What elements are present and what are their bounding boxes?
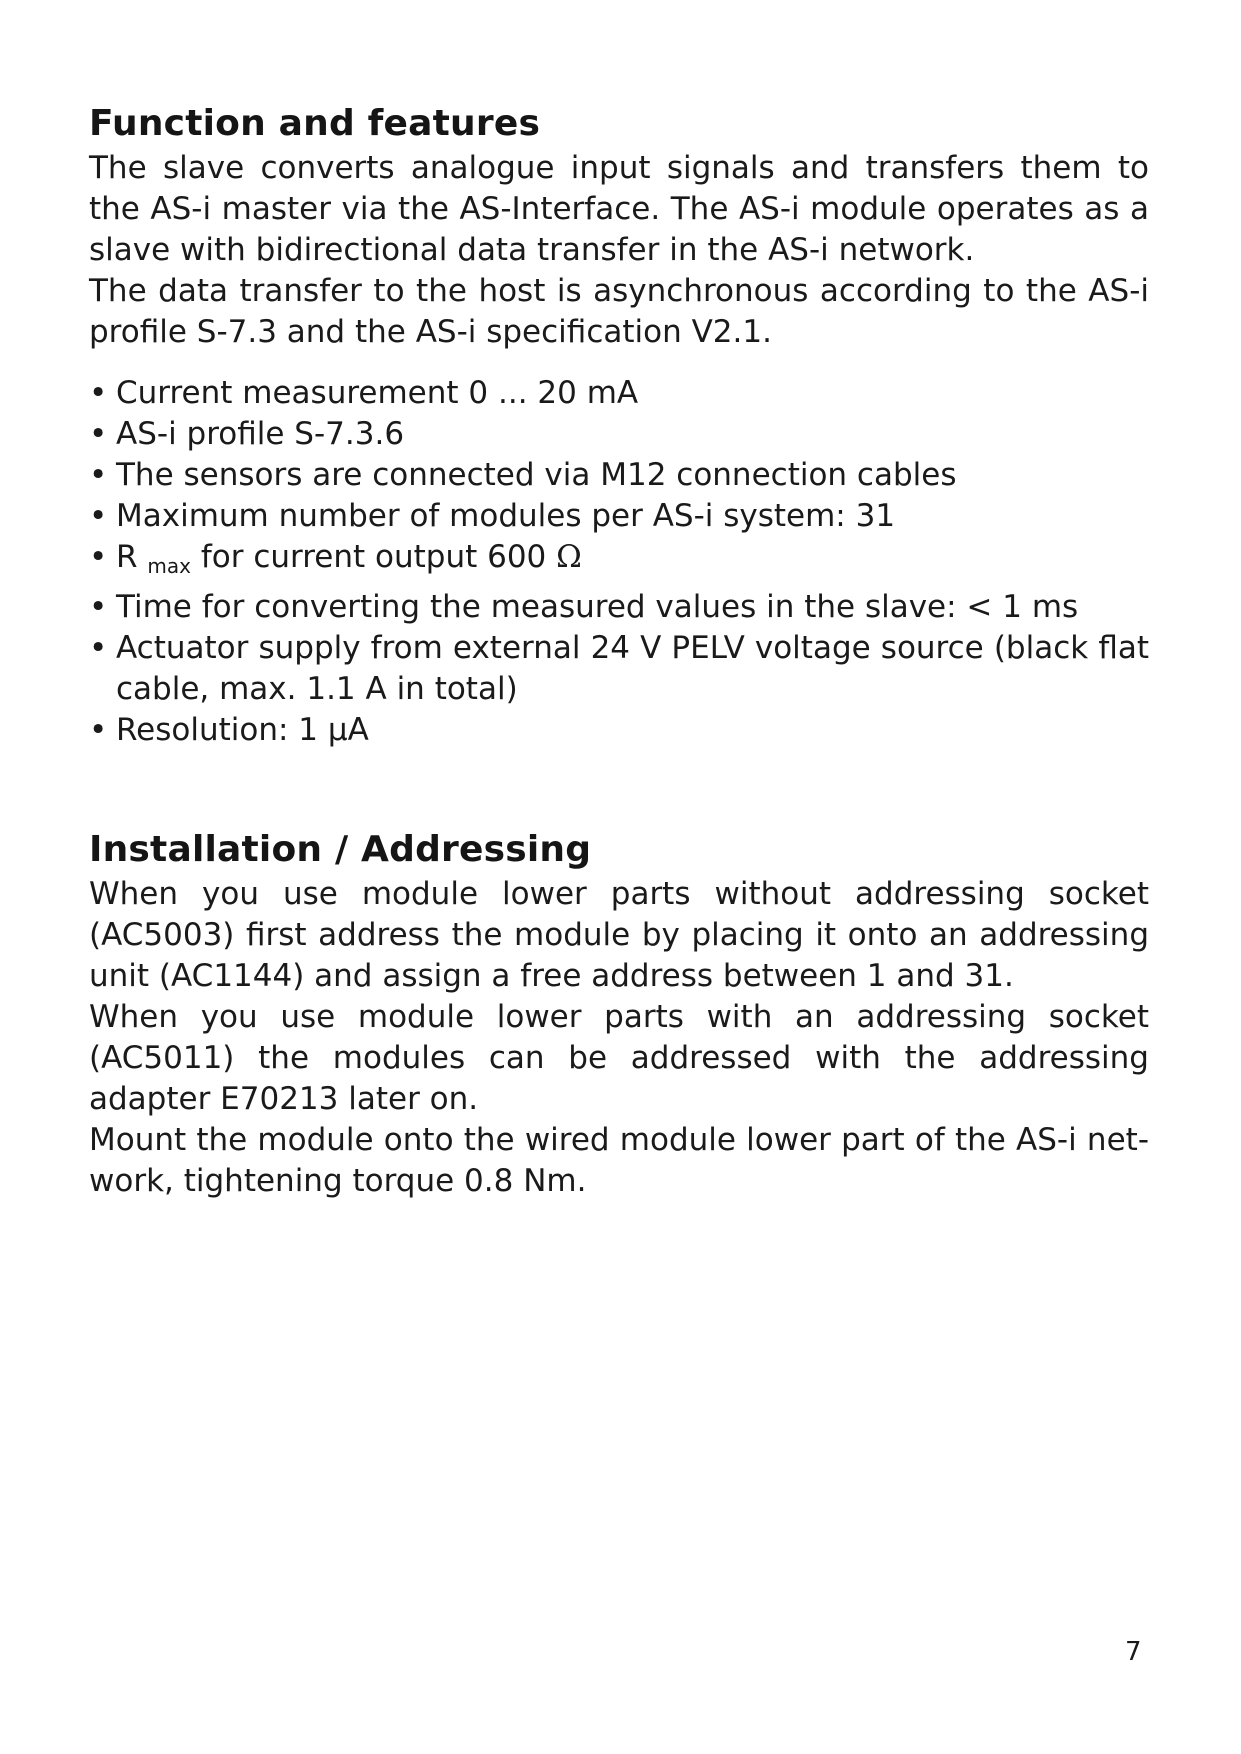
installation-paragraph-2: When you use module lower parts with an addressing socket (AC5011) the modules can be addressed with the addressing adapter E70213 later on. (89, 999, 1149, 1117)
bullet-icon: • (89, 539, 108, 575)
feature-item: • Time for converting the measured values in the slave: < 1 ms (89, 587, 1149, 628)
bullet-icon: • (89, 498, 108, 534)
installation-paragraph-3: Mount the module onto the wired module lower part of the AS-i network, tightening torque 0.8 Nm. (89, 1122, 1149, 1199)
feature-item: • The sensors are connected via M12 connection cables (89, 455, 1149, 496)
document-page (89, 100, 1149, 1202)
feature-item: • Actuator supply from external 24 V PELV voltage source (black flat cable, max. 1.1 A in total) (89, 630, 1149, 707)
feature-item-rmax (89, 537, 1149, 587)
bullet-icon: • (89, 457, 108, 493)
rmax-symbol: R (116, 539, 138, 575)
page-number: 7 (1125, 1637, 1142, 1667)
feature-item: • Maximum number of modules per AS-i system: 31 (89, 496, 1149, 537)
bullet-icon: • (89, 630, 108, 666)
rmax-subscript: max (147, 554, 191, 578)
ohm-unit: Ω (556, 539, 582, 575)
installation-addressing-section (89, 826, 1149, 1202)
function-paragraph-1: The slave converts analogue input signals and transfers them to the AS-i master via the AS-Interface. The AS-i module operates as a slave with bidirectional data transfer in the AS-i network. (89, 150, 1149, 268)
feature-list (89, 373, 1149, 751)
installation-paragraph-1: When you use module lower parts without addressing socket (AC5003) first address the module by placing it onto an addressing unit (AC1144) and assign a free address between 1 and 31. (89, 876, 1149, 994)
rmax-text: for current output 600 (200, 539, 547, 575)
feature-item: • Current measurement 0 ... 20 mA (89, 373, 1149, 414)
section-heading-installation: Installation / Addressing (89, 829, 592, 870)
feature-item: • Resolution: 1 µA (89, 710, 1149, 751)
bullet-icon: • (89, 712, 108, 748)
function-paragraph-2: The data transfer to the host is asynchronous according to the AS-i profile S-7.3 and the AS-i specification V2.1. (89, 273, 1149, 350)
function-and-features-section (89, 100, 1149, 751)
bullet-icon: • (89, 375, 108, 411)
bullet-icon: • (89, 416, 108, 452)
section-heading-function: Function and features (89, 103, 541, 144)
feature-item: • AS-i profile S-7.3.6 (89, 414, 1149, 455)
bullet-icon: • (89, 589, 108, 625)
